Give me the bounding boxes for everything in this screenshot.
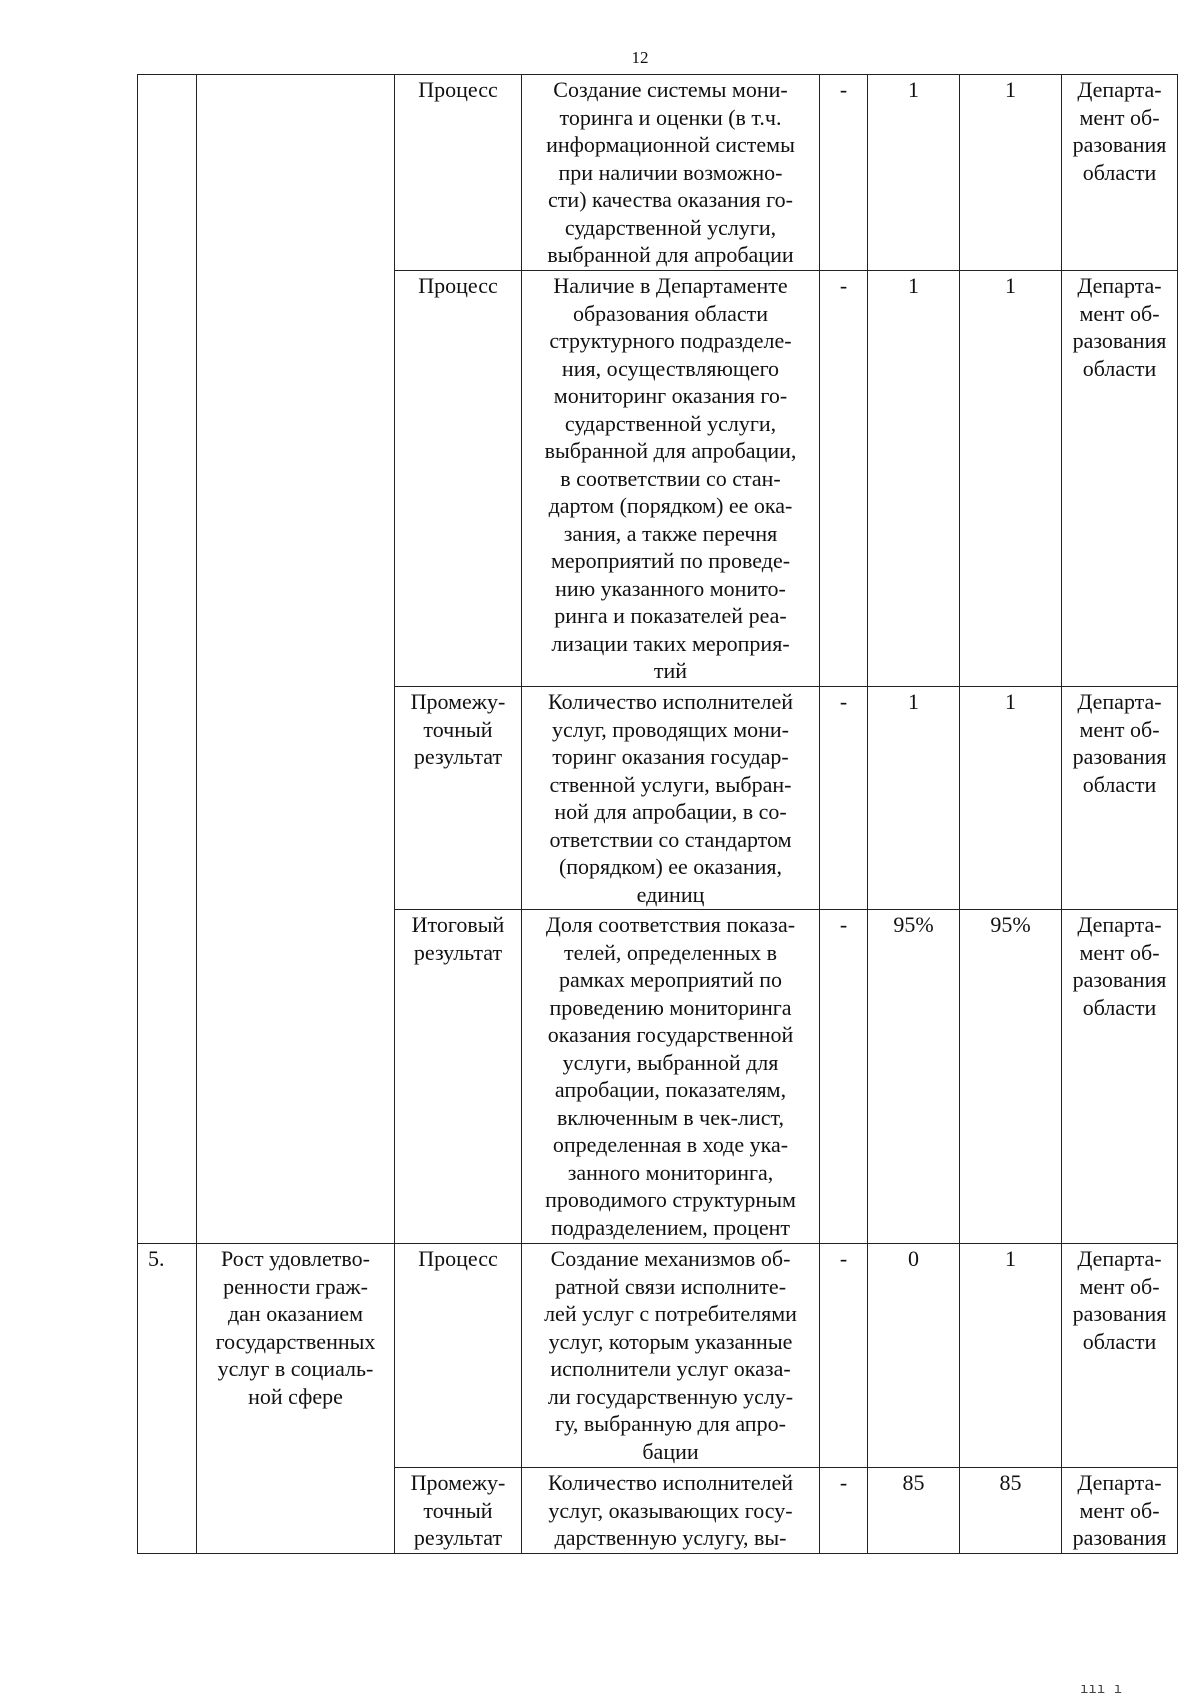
row-number-cell [138,75,197,1244]
indicator-name-cell: Доля соответствия показа- телей, определенных в рамках мероприятий по проведению мониторинга оказания государственной услуги, выбранной для апробации, показателям, включенным в чек-лист, определенная в ходе ука- занного мониторинга, проводимого структурным подразделением, процент [522,910,820,1244]
indicator-name-cell: Создание системы мони- торинга и оценки (в т.ч. информационной системы при наличии возможно- сти) качества оказания го- сударственной услуги, выбранной для апробации [522,75,820,271]
responsible-cell: Департа- мент об- разования области [1062,1244,1178,1468]
indicator-name-cell: Количество исполнителей услуг, проводящих мони- торинг оказания государ- ственной услуги, выбран- ной для апробации, в со- ответствии со стандартом (порядком) ее оказания, единиц [522,687,820,910]
base-value-cell: - [820,1244,868,1468]
value-cell-1: 95% [868,910,960,1244]
table-row [138,75,1178,271]
value-cell-2: 1 [960,687,1062,910]
scan-marks: ııı ı [1080,1681,1123,1697]
row-number-cell: 5. [138,1244,197,1554]
page-number: 12 [631,48,649,67]
table-row [138,1244,1178,1468]
indicator-type-cell: Процесс [395,75,522,271]
base-value-cell: - [820,271,868,687]
value-cell-2: 95% [960,910,1062,1244]
value-cell-1: 1 [868,271,960,687]
responsible-cell: Департа- мент об- разования области [1062,271,1178,687]
base-value-cell: - [820,687,868,910]
responsible-cell: Департа- мент об- разования [1062,1468,1178,1554]
base-value-cell: - [820,75,868,271]
indicator-type-cell: Итоговый результат [395,910,522,1244]
value-cell-1: 1 [868,75,960,271]
base-value-cell: - [820,910,868,1244]
value-cell-1: 1 [868,687,960,910]
indicator-name-cell: Количество исполнителей услуг, оказывающих госу- дарственную услугу, вы- [522,1468,820,1554]
indicator-type-cell: Процесс [395,271,522,687]
value-cell-2: 85 [960,1468,1062,1554]
responsible-cell: Департа- мент об- разования области [1062,687,1178,910]
indicator-type-cell: Промежу- точный результат [395,687,522,910]
value-cell-2: 1 [960,75,1062,271]
indicator-name-cell: Наличие в Департаменте образования области структурного подразделе- ния, осуществляющего мониторинг оказания го- сударственной услуги, выбранной для апробации, в соответствии со стан- дартом (порядком) ее ока- зания, а также перечня мероприятий по проведе- нию указанного монито- ринга и показателей реа- лизации таких мероприя- тий [522,271,820,687]
goal-cell: Рост удовлетво- ренности граж- дан оказанием государственных услуг в социаль- ной сфере [197,1244,395,1554]
base-value-cell: - [820,1468,868,1554]
value-cell-2: 1 [960,271,1062,687]
responsible-cell: Департа- мент об- разования области [1062,75,1178,271]
value-cell-1: 0 [868,1244,960,1468]
value-cell-2: 1 [960,1244,1062,1468]
responsible-cell: Департа- мент об- разования области [1062,910,1178,1244]
indicators-table [137,74,1178,1554]
indicator-type-cell: Процесс [395,1244,522,1468]
goal-cell [197,75,395,1244]
indicator-type-cell: Промежу- точный результат [395,1468,522,1554]
indicator-name-cell: Создание механизмов об- ратной связи исполните- лей услуг с потребителями услуг, которым указанные исполнители услуг оказа- ли государственную услу- гу, выбранную для апро- бации [522,1244,820,1468]
value-cell-1: 85 [868,1468,960,1554]
